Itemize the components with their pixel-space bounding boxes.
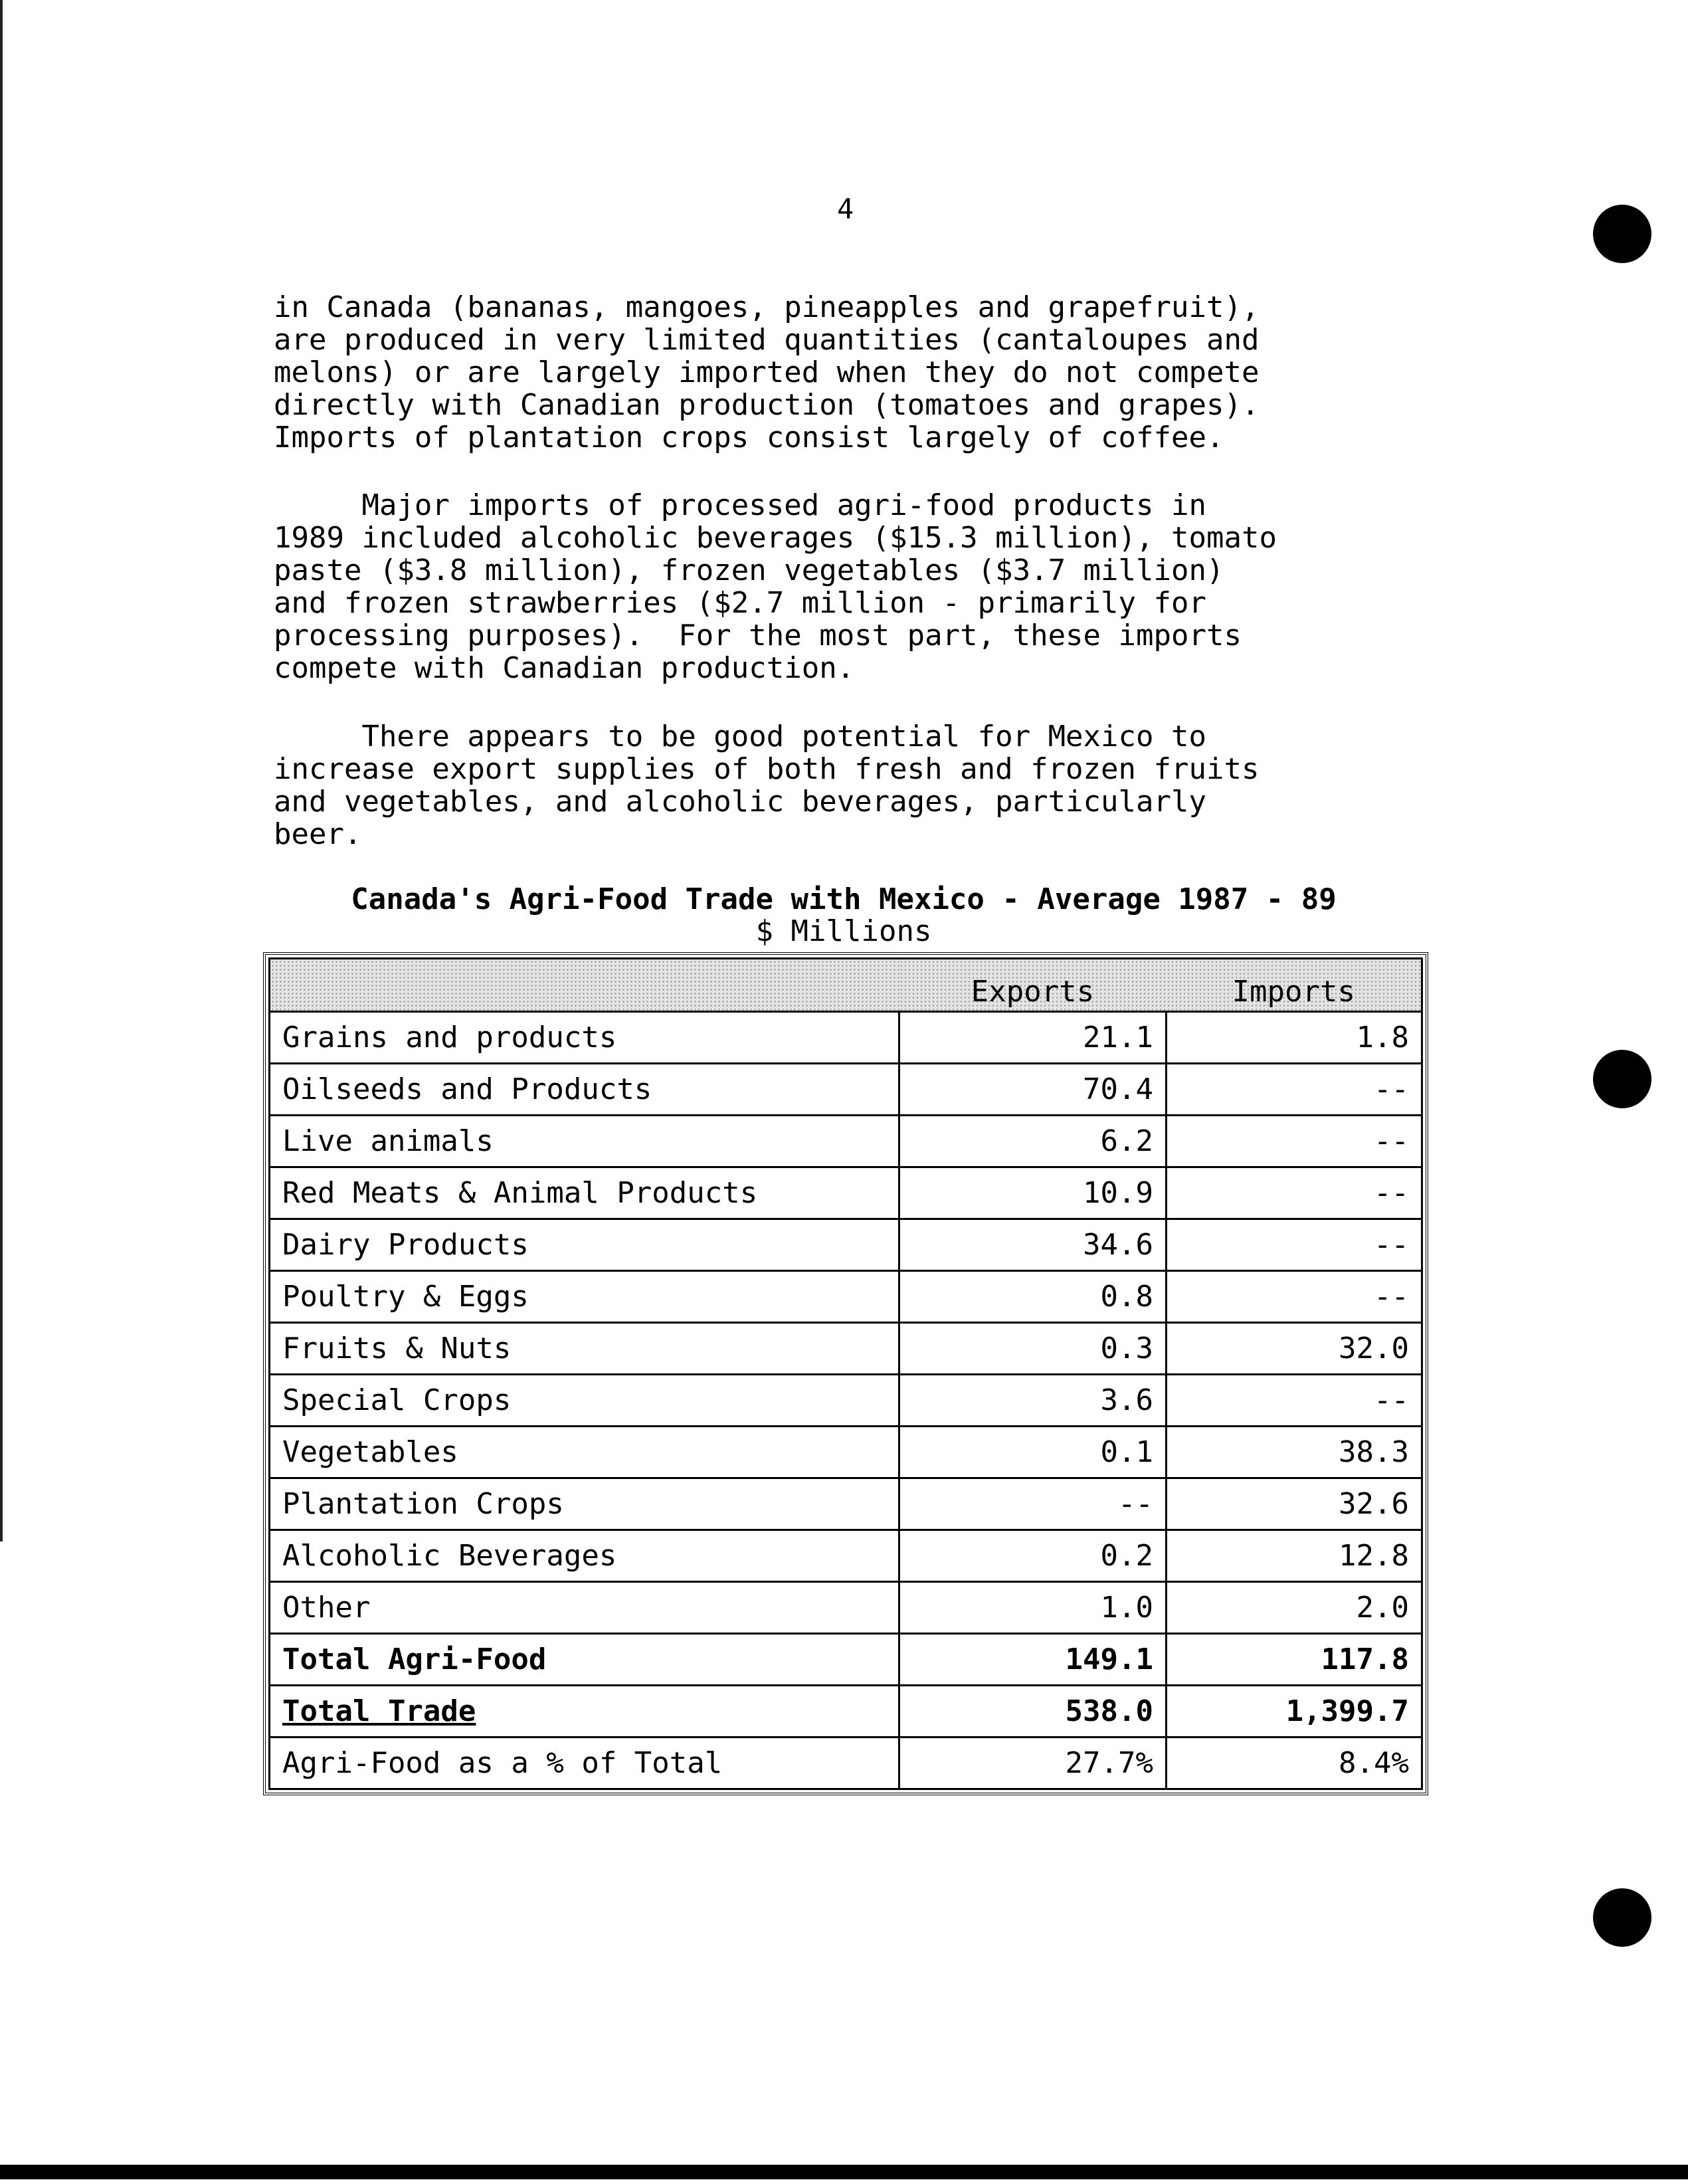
table-row: [270, 1219, 1422, 1271]
row-label: Live animals: [270, 1116, 899, 1167]
imports-value: --: [1167, 1116, 1422, 1167]
table-row: [270, 1012, 1422, 1064]
column-header-label: [270, 959, 899, 1012]
row-label: Alcoholic Beverages: [270, 1530, 899, 1582]
trade-table: [268, 957, 1423, 1790]
imports-value: 12.8: [1167, 1530, 1422, 1582]
total-agri-food-row: [270, 1634, 1422, 1686]
page-number: 4: [837, 193, 854, 225]
table-title: Canada's Agri-Food Trade with Mexico - Average 1987 - 89: [351, 882, 1337, 916]
punch-hole: [1593, 205, 1651, 263]
imports-value: 38.3: [1167, 1427, 1422, 1478]
row-label: Agri-Food as a % of Total: [270, 1737, 899, 1789]
exports-value: 0.8: [899, 1271, 1167, 1323]
imports-value: --: [1167, 1271, 1422, 1323]
exports-value: 70.4: [899, 1064, 1167, 1116]
exports-value: 27.7%: [899, 1737, 1167, 1789]
body-paragraph: in Canada (bananas, mangoes, pineapples and grapefruit), are produced in very limited quantities (cantaloupes and melons) or are largely imported when they do not compete directly with Canadian production (tomatoes and grapes). Imports of plantation crops consist largely of coffee.: [274, 290, 1260, 454]
exports-value: 34.6: [899, 1219, 1167, 1271]
exports-value: 538.0: [899, 1686, 1167, 1737]
table-row: [270, 1064, 1422, 1116]
exports-value: 3.6: [899, 1375, 1167, 1427]
exports-value: --: [899, 1478, 1167, 1530]
table-row: [270, 1271, 1422, 1323]
row-label: Poultry & Eggs: [270, 1271, 899, 1323]
imports-value: 1,399.7: [1167, 1686, 1422, 1737]
table-row: [270, 1167, 1422, 1219]
table-row: [270, 1116, 1422, 1167]
exports-value: 1.0: [899, 1582, 1167, 1634]
row-label-cell: [270, 1686, 899, 1737]
trade-table-frame: [263, 952, 1428, 1795]
row-label: Red Meats & Animal Products: [270, 1167, 899, 1219]
exports-value: 21.1: [899, 1012, 1167, 1064]
imports-value: 1.8: [1167, 1012, 1422, 1064]
exports-value: 0.3: [899, 1323, 1167, 1375]
imports-value: 8.4%: [1167, 1737, 1422, 1789]
exports-value: 10.9: [899, 1167, 1167, 1219]
imports-value: 117.8: [1167, 1634, 1422, 1686]
table-row: [270, 1427, 1422, 1478]
body-paragraph: There appears to be good potential for Mexico to increase export supplies of both fresh and frozen fruits and vegetables, and alcoholic beverages, particularly beer.: [274, 720, 1260, 851]
table-header-row: [270, 959, 1422, 1012]
row-label: Total Agri-Food: [270, 1634, 899, 1686]
table-row: [270, 1530, 1422, 1582]
row-label: Total Trade: [282, 1694, 476, 1728]
column-header-imports: Imports: [1167, 959, 1422, 1012]
imports-value: 2.0: [1167, 1582, 1422, 1634]
imports-value: --: [1167, 1167, 1422, 1219]
row-label: Special Crops: [270, 1375, 899, 1427]
exports-value: 0.1: [899, 1427, 1167, 1478]
total-trade-row: [270, 1686, 1422, 1737]
row-label: Grains and products: [270, 1012, 899, 1064]
row-label: Dairy Products: [270, 1219, 899, 1271]
punch-hole: [1593, 1050, 1651, 1108]
imports-value: --: [1167, 1219, 1422, 1271]
body-paragraph: Major imports of processed agri-food products in 1989 included alcoholic beverages ($15.3 million), tomato paste ($3.8 million), frozen vegetables ($3.7 million) and frozen strawberries ($2.7 million - primarily for processing purposes). For the most part, these imports compete with Canadian production.: [274, 488, 1277, 685]
row-label: Fruits & Nuts: [270, 1323, 899, 1375]
imports-value: --: [1167, 1375, 1422, 1427]
exports-value: 0.2: [899, 1530, 1167, 1582]
row-label: Plantation Crops: [270, 1478, 899, 1530]
row-label: Vegetables: [270, 1427, 899, 1478]
imports-value: --: [1167, 1064, 1422, 1116]
table-row: [270, 1478, 1422, 1530]
row-label: Oilseeds and Products: [270, 1064, 899, 1116]
imports-value: 32.0: [1167, 1323, 1422, 1375]
table-row: [270, 1375, 1422, 1427]
imports-value: 32.6: [1167, 1478, 1422, 1530]
exports-value: 6.2: [899, 1116, 1167, 1167]
table-row: [270, 1582, 1422, 1634]
agri-food-share-row: [270, 1737, 1422, 1789]
scan-edge-line: [0, 0, 3, 1541]
row-label: Other: [270, 1582, 899, 1634]
column-header-exports: Exports: [899, 959, 1167, 1012]
punch-hole: [1593, 1888, 1651, 1947]
exports-value: 149.1: [899, 1634, 1167, 1686]
scan-bottom-edge: [0, 2165, 1688, 2179]
table-row: [270, 1323, 1422, 1375]
table-subtitle: $ Millions: [755, 914, 932, 948]
